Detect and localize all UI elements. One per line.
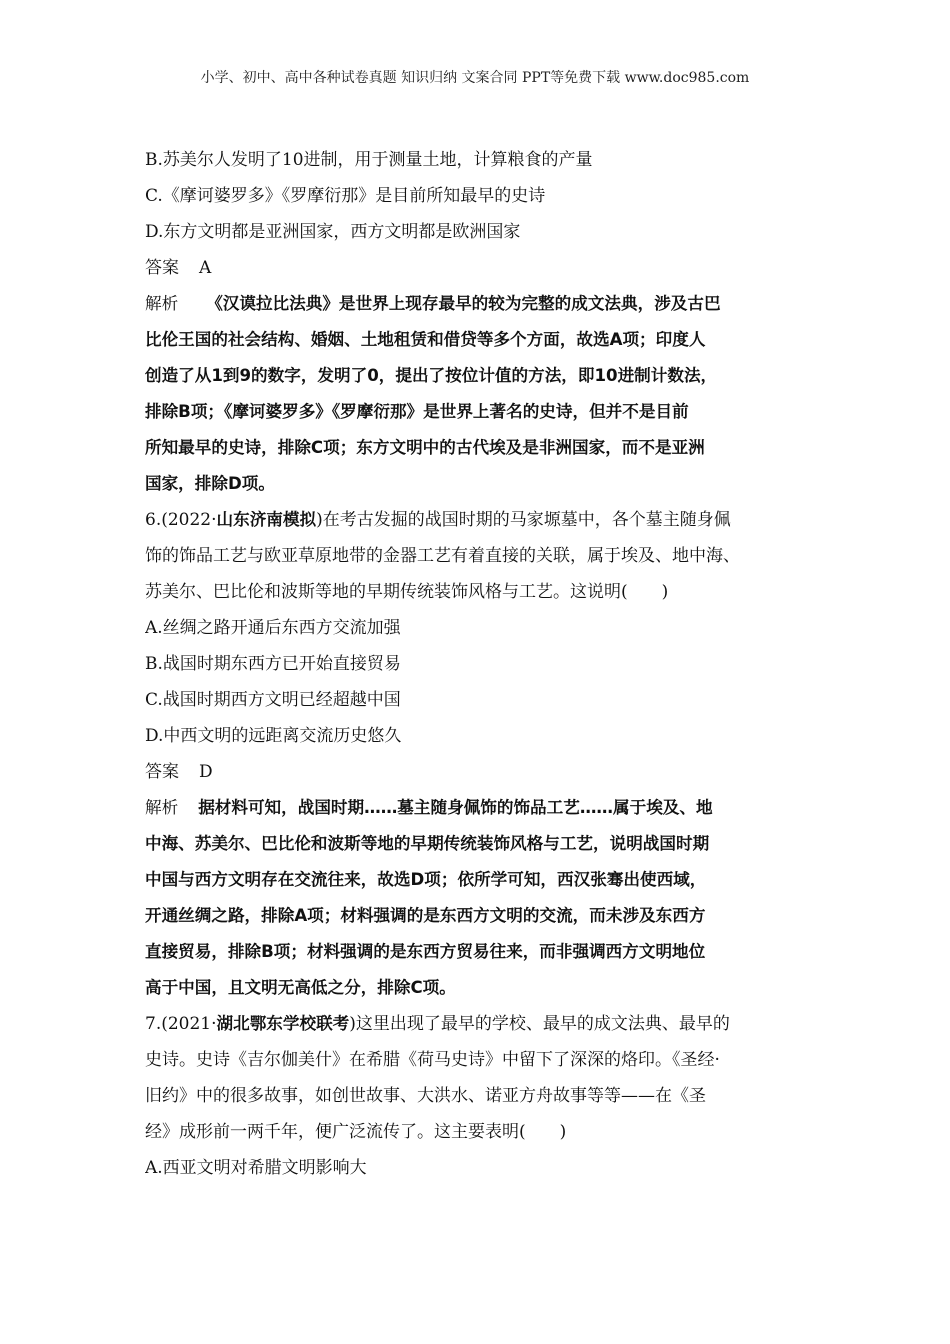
q5-option-b: B.苏美尔人发明了10进制，用于测量土地，计算粮食的产量 [145,150,593,170]
q6-number: 6.(2022· [145,510,217,530]
q6-analysis-line-2: 中海、苏美尔、巴比伦和波斯等地的早期传统装饰风格与工艺，说明战国时期 [145,834,710,853]
q5-analysis-line-3: 创造了从1到9的数字，发明了0，提出了按位计值的方法，即10进制计数法， [145,366,718,385]
q7-source: 湖北鄂东学校联考 [216,1014,350,1033]
q6-analysis-text: 据材料可知，战国时期……墓主随身佩饰的饰品工艺……属于埃及、地 [198,798,713,817]
q6-analysis-line-5: 直接贸易，排除B项；材料强调的是东西方贸易往来，而非强调西方文明地位 [145,942,706,961]
content-body [145,142,825,1186]
q7-stem-start: )这里出现了最早的学校、最早的成文法典、最早的 [349,1014,730,1034]
q6-stem-line-3: 苏美尔、巴比伦和波斯等地的早期传统装饰风格与工艺。这说明( ) [145,582,669,602]
q6-analysis-label: 解析 [145,798,179,817]
q5-option-c: C.《摩诃婆罗多》《罗摩衍那》是目前所知最早的史诗 [145,186,546,206]
q6-analysis-line-1 [145,790,825,826]
q5-analysis-text: 《汉谟拉比法典》是世界上现存最早的较为完整的成文法典，涉及古巴 [206,294,721,313]
q7-stem-line-1 [145,1006,825,1042]
q5-analysis-line-1 [145,286,825,322]
q5-answer-line [145,250,825,286]
q7-stem-line-2: 史诗。史诗《吉尔伽美什》在希腊《荷马史诗》中留下了深深的烙印。《圣经· [145,1050,720,1070]
q5-analysis-line-6: 国家，排除D项。 [145,474,275,493]
q6-option-c: C.战国时期西方文明已经超越中国 [145,690,401,710]
q6-option-d: D.中西文明的远距离交流历史悠久 [145,726,402,746]
q6-analysis-line-4: 开通丝绸之路，排除A项；材料强调的是东西方文明的交流，而未涉及东西方 [145,906,706,925]
q6-stem-line-1 [145,502,825,538]
q7-number: 7.(2021· [145,1014,217,1034]
page-header: 小学、初中、高中各种试卷真题 知识归纳 文案合同 PPT等免费下载 www.doc985.com [200,70,750,86]
q7-stem-line-3: 旧约》中的很多故事，如创世故事、大洪水、诺亚方舟故事等等——在《圣 [145,1086,706,1106]
q6-stem-line-2: 饰的饰品工艺与欧亚草原地带的金器工艺有着直接的关联，属于埃及、地中海、 [145,546,740,566]
q6-answer: D [199,762,213,782]
q7-stem-line-4: 经》成形前一两千年，便广泛流传了。这主要表明( ) [145,1122,567,1142]
q5-analysis-line-2: 比伦王国的社会结构、婚姻、土地租赁和借贷等多个方面，故选A项；印度人 [145,330,706,349]
q6-answer-line [145,754,825,790]
q7-option-a: A.西亚文明对希腊文明影响大 [145,1158,367,1178]
q6-source: 山东济南模拟 [216,510,317,529]
q6-option-b: B.战国时期东西方已开始直接贸易 [145,654,401,674]
q6-option-a: A.丝绸之路开通后东西方交流加强 [145,618,401,638]
q6-answer-label: 答案 [145,762,179,782]
q5-answer-label: 答案 [145,258,179,278]
q5-option-d: D.东方文明都是亚洲国家，西方文明都是欧洲国家 [145,222,521,242]
q6-stem-start: )在考古发掘的战国时期的马家塬墓中，各个墓主随身佩 [316,510,731,530]
q5-analysis-line-5: 所知最早的史诗，排除C项；东方文明中的古代埃及是非洲国家，而不是亚洲 [145,438,705,457]
q5-analysis-line-4: 排除B项；《摩诃婆罗多》《罗摩衍那》是世界上著名的史诗，但并不是目前 [145,402,689,421]
q6-analysis-line-3: 中国与西方文明存在交流往来，故选D项；依所学可知，西汉张骞出使西域， [145,870,707,889]
q5-analysis-label: 解析 [145,294,179,313]
q5-answer: A [199,258,212,278]
q6-analysis-line-6: 高于中国，且文明无高低之分，排除C项。 [145,978,456,997]
